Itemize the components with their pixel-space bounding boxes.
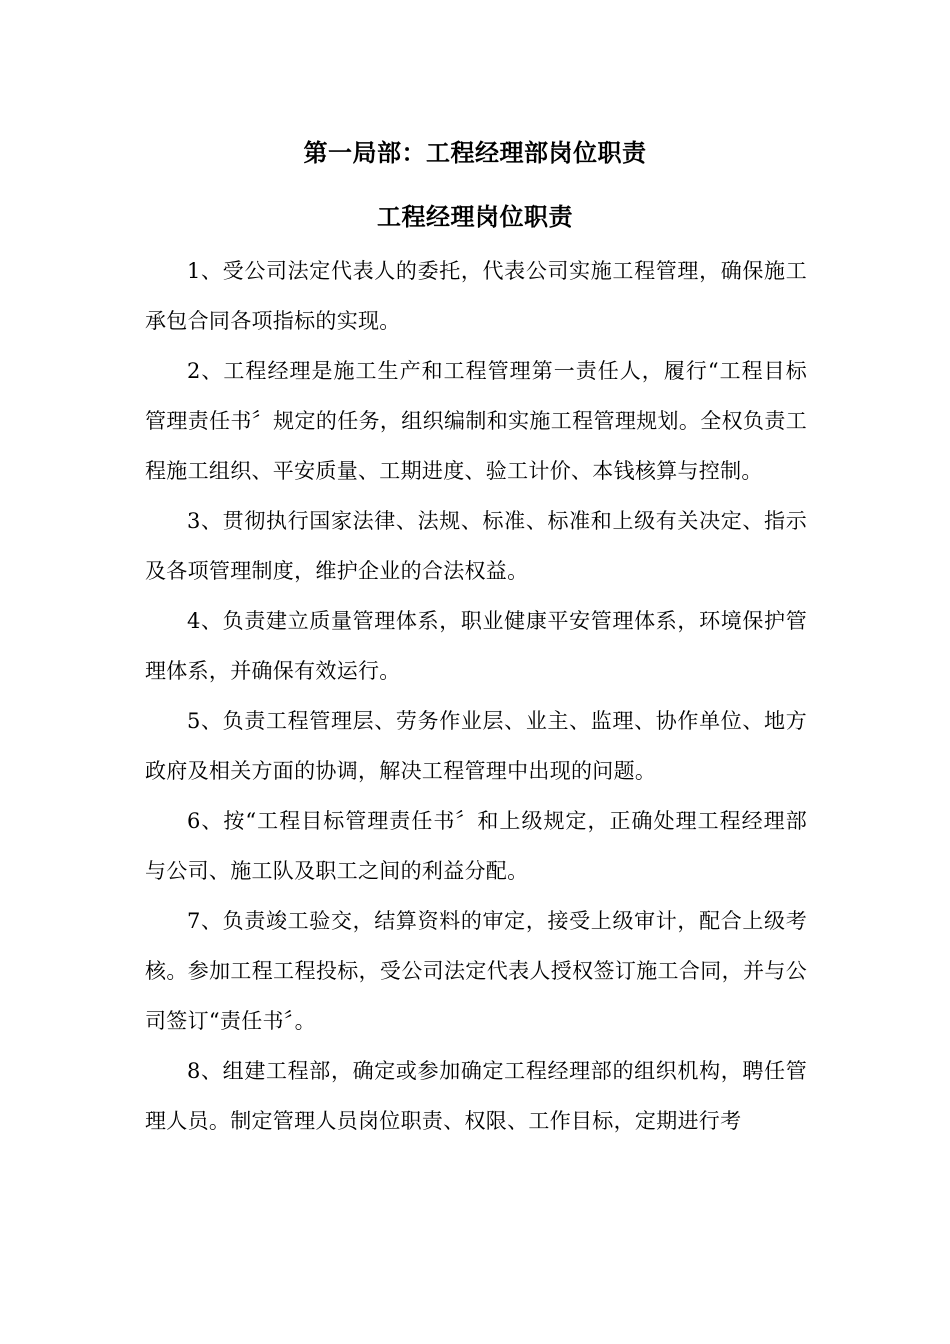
paragraph-4: 4、负责建立质量管理体系，职业健康平安管理体系，环境保护管理体系，并确保有效运行。 [145,609,807,683]
paragraph-1: 1、受公司法定代表人的委托，代表公司实施工程管理，确保施工承包合同各项指标的实现。 [145,259,807,333]
section-title: 工程经理岗位职责 [377,203,573,231]
paragraph-2: 2、工程经理是施工生产和工程管理第一责任人，履行“工程目标管理责任书〞规定的任务，组织编制和实施工程管理规划。全权负责工程施工组织、平安质量、工期进度、验工计价、本钱核算与控制。 [145,359,807,483]
document-title: 第一局部：工程经理部岗位职责 [303,139,647,167]
document-body [145,246,807,1146]
paragraph-6: 6、按“工程目标管理责任书〞和上级规定，正确处理工程经理部与公司、施工队及职工之间的利益分配。 [145,809,807,883]
paragraph-3: 3、贯彻执行国家法律、法规、标准、标准和上级有关决定、指示及各项管理制度，维护企业的合法权益。 [145,509,807,583]
paragraph-8: 8、组建工程部，确定或参加确定工程经理部的组织机构，聘任管理人员。制定管理人员岗位职责、权限、工作目标，定期进行考 [145,1059,807,1133]
paragraph-5: 5、负责工程管理层、劳务作业层、业主、监理、协作单位、地方政府及相关方面的协调，解决工程管理中出现的问题。 [145,709,807,783]
paragraph-7: 7、负责竣工验交，结算资料的审定，接受上级审计，配合上级考核。参加工程工程投标，受公司法定代表人授权签订施工合同，并与公司签订“责任书〞。 [145,909,807,1033]
